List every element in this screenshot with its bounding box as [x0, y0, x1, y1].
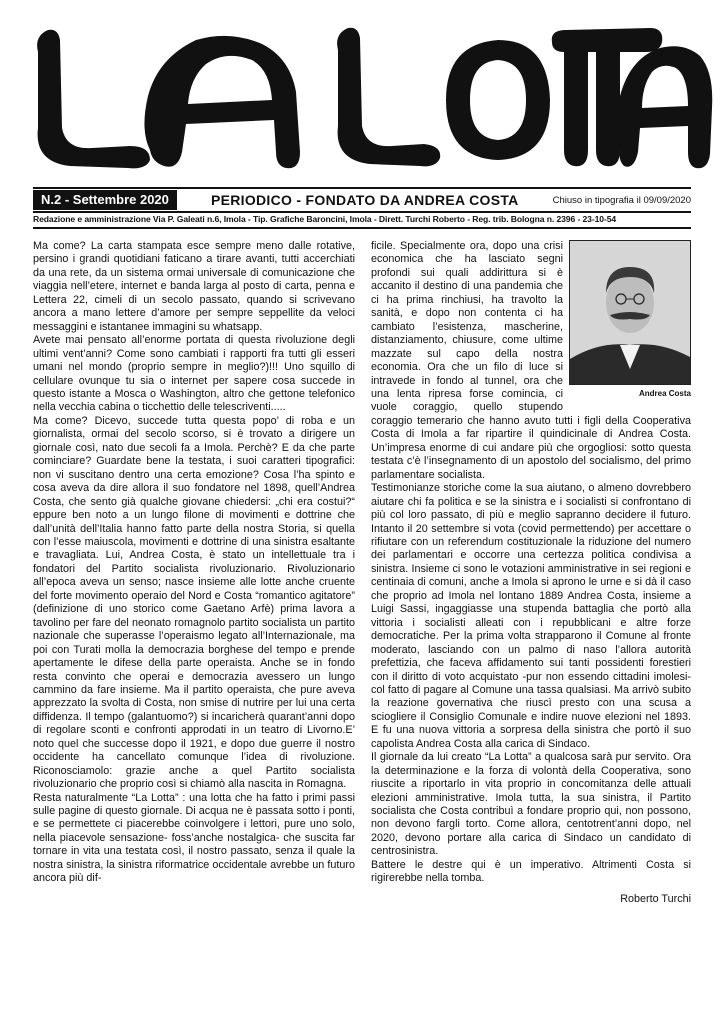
- paragraph: Battere le destre qui è un imperativo. Altrimenti Costa si rigirerebbe nella tomba.: [371, 858, 691, 885]
- mid-rule: [33, 211, 691, 213]
- paragraph: Avete mai pensato all’enorme portata di questa rivoluzione degli ultimi vent’anni? Come sono cambiati i rapporti fra tutti gli esseri umani nel mondo (proprio sempre in meglio?)!!! Uno squillo di cellulare ovunque tu sia o internet per sapere cosa succede in questo istante a Mosca o Washington, altro che gettone telefonico nella vecchia cabina o ticchettio delle telescriventi.....: [33, 334, 355, 414]
- masthead: [0, 0, 724, 185]
- author-signature: Roberto Turchi: [620, 892, 691, 905]
- print-date: Chiuso in tipografia il 09/09/2020: [552, 194, 691, 206]
- andrea-costa-portrait: [569, 240, 691, 385]
- newspaper-subtitle: PERIODICO - FONDATO DA ANDREA COSTA: [210, 192, 519, 208]
- info-bar: [33, 190, 691, 210]
- paragraph: Testimonianze storiche come la sua aiutano, o almeno dovrebbero aiutare chi fa politica e se la sinistra e i socialisti si confrontano di più col loro passato, di più e meglio sapranno decidere il futuro. Intanto il 20 settembre si vota (covid permettendo) per accettare o rifiutare con un referendum costituzionale la riduzione del numero dei parlamentari e occorre una certezza politica condivisa a sinistra. Insieme ci sono le votazioni amministrative in sei regioni e centinaia di comuni, anche a Imola si aprono le urne e si dà il caso che proprio ad Imola nel lontano 1889 Andrea Costa, insieme a Luigi Sassi, ingaggiasse una stupenda battaglia che portò alla vittoria i socialisti alleati con i repubblicani e altre forze democratiche. Per la prima volta strapparono il Comune al fronte moderato, lasciando con un palmo di naso l’allora autorità prefettizia, che faceva affidamento sui tanti possidenti forestieri con il diritto di voto acquistato -pur non essendo cittadini imolesi- col fatto di pagare al Comune una tassa qualsiasi. Ma arrivò subito la reazione governativa che riuscì presto con una scusa a sciogliere il Consiglio Comunale e indire nuove elezioni nel 1893. E fu una nuova vittoria a sorpresa della sinistra che portò il suo capolista Andrea Costa alla carica di Sindaco.: [371, 482, 691, 750]
- editorial-info: Redazione e amministrazione Via P. Galeati n.6, Imola - Tip. Grafiche Baroncini, Imola - Dirett. Turchi Roberto - Reg. trib. Bologna n. 2396 - 23-10-54: [33, 214, 617, 224]
- bottom-rule: [33, 227, 691, 229]
- portrait-figure: [569, 240, 691, 400]
- article-column-right: [371, 240, 691, 906]
- paragraph: Il giornale da lui creato “La Lotta” a qualcosa sarà pur servito. Ora la determinazione e la forza di volontà della Cooperativa, sono riuscite a riportarlo in vita proprio in concomitanza delle attuali elezioni amministrative. Imola tutta, la sua sinistra, il Partito socialista che Costa contribuì a fondare proprio qui, non possono, non devono fargli torto. Come allora, centotrent’anni dopo, nel 2020, devono portare alla carica di Sindaco un candidato di centrosinistra.: [371, 751, 691, 858]
- issue-badge: N.2 - Settembre 2020: [33, 190, 177, 210]
- paragraph: Ma come? Dicevo, succede tutta questa popo’ di roba e un giornalista, ormai del secolo scorso, si è trovato a dirigere un giornale così, nato due secoli fa a Imola. Perchè? E da che parte cominciare? Guardate bene la testata, i suoi caratteri tipografici: non vi suscitano dentro una certa emozione? Cosa l’ha spinto e cosa aveva da dire allora il suo fondatore nel 1898, quell’Andrea Costa, che sento già qualche giovane chiedersi: „chi era costui?“ eppure ben noto a un lungo filone di movimenti e dottrine che dall’unità dell’Italia hanno fatto parte della nostra Storia, si quella con l’esse maiuscola, movimenti e dottrine di una sinistra esaltante e travagliata. Lui, Andrea Costa, è stato un intellettuale tra i fondatori del Partito socialista rivoluzionario. Rivoluzionario all’epoca aveva un senso; nasce insieme alle lotte anche cruente del forte movimento operaio del Nord e Costa “romantico agitatore” (definizione di uno storico come Gaetano Arfè) prima lavora a tavolino per fare del neonato romagnolo partito socialista un partito nazionale che superasse l’operaismo legato all’Internazionale, ma poi con Turati molla la democrazia borghese del tempo e prende apertamente le difese della parte operaista. Anche se in fondo resta convinto che operai e democrazia avessero un lungo cammino da fare insieme. Ma il partito operaista, che pure aveva apprezzato la svolta di Costa, non smise di nutrire per lui una certa diffidenza. Il tempo (galantuomo?) si incaricherà quarant’anni dopo di regolare sconti e confronti approdati in un teatro di Livorno.E’ noto quel che successe dopo il 1921, e dopo due guerre il nostro occidente ha cancellato comunque l’idea di rivoluzione. Riconosciamolo: grazie anche a quel Partito socialista rivoluzionario che proprio così si chiamò alla nascita in Romagna.: [33, 414, 355, 791]
- paragraph: Ma come? La carta stampata esce sempre meno dalle rotative, persino i grandi quotidiani faticano a tirare avanti, tutti accerchiati da una rete, da un sistema ormai universale di comunicazione che viaggia nell’etere, internet e banda larga al posto di carta, penna e Lettera 22, cimeli di un secolo passato, quando si scrivevano ancora a mano lettere d’amore per sempre seppellite da veloci messaggini e istantanee immagini su whatsapp.: [33, 240, 355, 333]
- masthead-logo: [0, 0, 724, 185]
- paragraph: Resta naturalmente “La Lotta” : una lotta che ha fatto i primi passi sulle pagine di questo giornale. Di acqua ne è passata sotto i ponti, e se permettete ci piacerebbe coinvolgere i lettori, pure uno solo, nella piacevole sensazione- foss’anche nostalgica- che suscita far tornare in vita una testata così, il nostro passato, senza il quale la nostra sinistra, la sinistra riformatrice occidentale avrebbe un futuro ancora più dif-: [33, 791, 355, 885]
- top-rule: [33, 187, 691, 189]
- photo-caption: Andrea Costa: [638, 389, 691, 398]
- article-column-left: [33, 240, 355, 886]
- paragraph: ficile. Specialmente ora, dopo una crisi economica che ha lasciato segni profondi sui quali addirittura si è accanito il destino di una pandemia che ci ha prima rinchiusi, ha travolto la sanità, e dopo non contenta ci ha cambiato l’esistenza, mascherine, distanziamento, chiusure, come ultime mazzate sul capo della nostra economia. Ora che un filo di luce si intravede in fondo al tunnel, ora che una lenta ripresa forse comincia, ci vuole coraggio, quello stupendo coraggio temerario che hanno avuto tutti i figli della Cooperativa Costa di Imola a far ripartire il quindicinale di Andrea Costa. Un’impresa enorme di cui andare più che orgogliosi: sotto questa testata c’è l’insegnamento di un apostolo del socialismo, del primo parlamentare socialista.: [371, 240, 691, 481]
